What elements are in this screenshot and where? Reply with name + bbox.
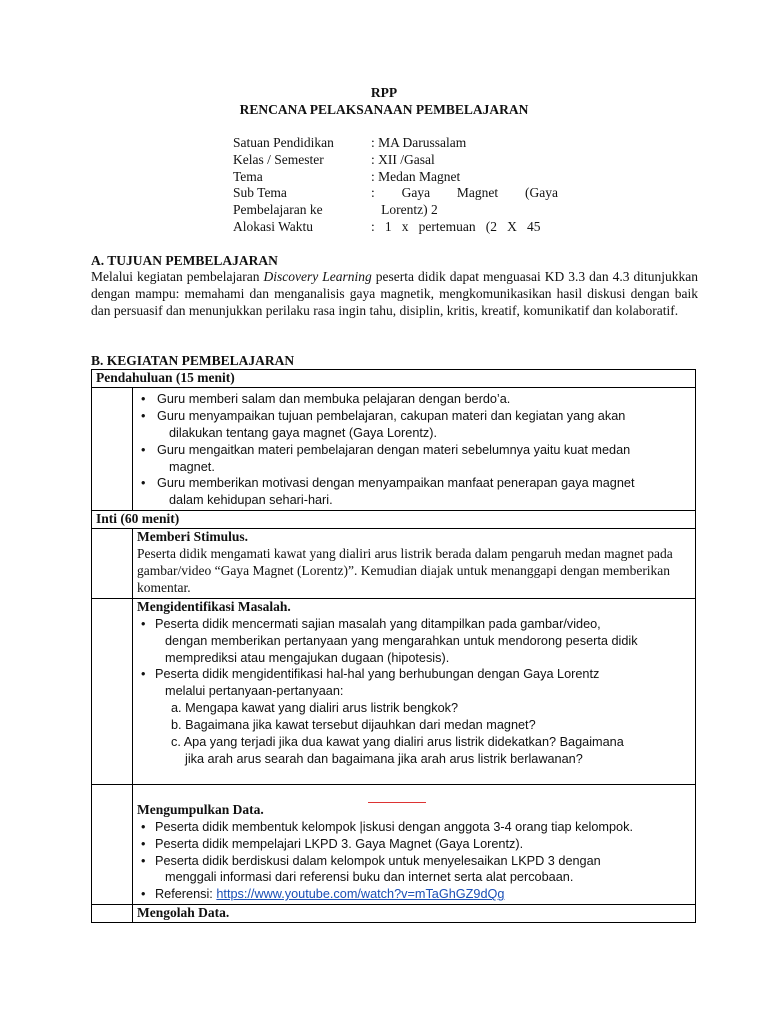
list-item-text: Peserta didik mencermati sajian masalah yang ditampilkan pada gambar/video, (155, 616, 601, 631)
table-cell (92, 387, 133, 510)
list-item (137, 408, 691, 442)
pengumpulan-title: Mengumpulkan Data. (137, 801, 264, 817)
list-item-text: dengan anggota 3-4 orang tiap kelompok. (394, 819, 633, 834)
info-value: : Medan Magnet (371, 168, 461, 184)
stimulus-title: Memberi Stimulus. (137, 529, 248, 545)
list-item-text: Guru memberikan motivasi dengan menyampaikan manfaat penerapan gaya magnet (157, 476, 635, 491)
pendahuluan-list (137, 391, 691, 509)
table-cell (92, 784, 133, 904)
list-item-text: Guru memberi salam dan membuka pelajaran dengan berdo’a. (157, 391, 511, 406)
doc-title-full: RENCANA PELAKSANAAN PEMBELAJARAN (239, 102, 529, 117)
bullet-icon: • (141, 667, 146, 682)
info-label: Tema (233, 168, 263, 184)
identifikasi-list (137, 616, 691, 701)
list-item (137, 853, 691, 887)
list-item (137, 616, 691, 667)
question-c: c. Apa yang terjadi jika dua kawat yang dialiri arus listrik didekatkan? Bagaimana (171, 735, 624, 750)
list-item-cont: melalui pertanyaan-pertanyaan: (165, 684, 344, 699)
pengumpulan-list (137, 819, 691, 904)
info-label: Pembelajaran ke (233, 202, 323, 218)
section-b-heading: B. KEGIATAN PEMBELAJARAN (91, 353, 295, 368)
list-item (137, 475, 691, 509)
list-item (137, 442, 691, 476)
list-item-cont: memprediksi atau mengajukan dugaan (hipotesis). (165, 650, 450, 665)
question-b: b. Bagaimana jika kawat tersebut dijauhkan dari medan magnet? (171, 718, 536, 733)
list-item-cont: magnet. (169, 459, 215, 474)
section-a-text-pre: Melalui kegiatan pembelajaran (91, 269, 264, 284)
list-item-text: Peserta didik mempelajari LKPD 3. Gaya Magnet (Gaya Lorentz). (155, 836, 524, 851)
bullet-icon: • (141, 887, 146, 902)
bullet-icon: • (141, 616, 146, 631)
list-item-text: Guru menyampaikan tujuan pembelajaran, cakupan materi dan kegiatan yang akan (157, 408, 626, 423)
table-row (92, 370, 696, 388)
info-value: : Gaya Magnet (Gaya (371, 185, 558, 201)
list-item-text: Peserta didik berdiskusi dalam kelompok untuk menyelesaikan LKPD 3 dengan (155, 853, 601, 868)
list-item (137, 819, 691, 836)
list-item-text: Guru mengaitkan materi pembelajaran dengan materi sebelumnya yaitu kuat medan (157, 442, 631, 457)
info-value: : 1 x pertemuan (2 X 45 (371, 218, 541, 234)
info-row (233, 152, 558, 169)
stimulus-cell (133, 529, 696, 599)
doc-title-rpp: RPP (370, 85, 398, 100)
bullet-icon: • (141, 408, 146, 423)
question-a: a. Mengapa kawat yang dialiri arus listrik bengkok? (171, 701, 459, 716)
info-value: : XII /Gasal (371, 151, 435, 167)
pendahuluan-list-cell (133, 387, 696, 510)
info-row (233, 219, 558, 236)
list-item-text: Peserta didik membentuk kelompok (155, 819, 360, 834)
pendahuluan-title: Pendahuluan (15 menit) (92, 370, 696, 388)
table-row (92, 598, 696, 784)
info-row (233, 185, 558, 202)
section-a-text-em: Discovery Learning (263, 269, 372, 284)
section-a-paragraph (91, 269, 698, 319)
table-row (92, 387, 696, 510)
identity-block (233, 135, 558, 236)
bullet-icon: • (141, 476, 146, 491)
info-row (233, 202, 558, 219)
reference-label: Referensi: (155, 887, 217, 902)
list-item-cont: dengan memberikan pertanyaan yang mengarahkan untuk mendorong peserta didik (165, 633, 638, 648)
list-item (137, 391, 691, 408)
bullet-icon: • (141, 853, 146, 868)
activities-table (91, 369, 696, 923)
info-label: Alokasi Waktu (233, 218, 314, 234)
info-label: Kelas / Semester (233, 151, 324, 167)
pengumpulan-body (137, 819, 691, 904)
stimulus-text: Peserta didik mengamati kawat yang dialiri arus listrik berada dalam pengaruh medan magnet pada gambar/video “Gaya Magnet (Lorentz)”. Kemudian diajak untuk menanggapi dengan memberikan komentar. (137, 546, 673, 595)
list-item-cont: dilakukan tentang gaya magnet (Gaya Lorentz). (169, 425, 438, 440)
section-a-heading: A. TUJUAN PEMBELAJARAN (91, 253, 278, 268)
identifikasi-cell (133, 598, 696, 784)
info-row (233, 135, 558, 152)
info-value: Lorentz) 2 (371, 202, 438, 218)
bullet-icon: • (141, 442, 146, 457)
identifikasi-body (137, 616, 691, 768)
table-cell (92, 905, 133, 923)
table-cell (92, 529, 133, 599)
table-row (92, 511, 696, 529)
list-item (137, 836, 691, 853)
info-value: : MA Darussalam (371, 135, 467, 150)
table-row (92, 529, 696, 599)
section-a-text-post: peserta didik dapat menguasai KD 3.3 dan 4.3 ditunjukkan dengan mampu: memahami dan menganalisis gaya magnetik, mengkomunikasikan hasil diskusi dengan baik dan persuasif dan menunjukkan perilaku rasa ingin tahu, disiplin, kritis, kreatif, komunikatif dan kolaboratif. (91, 269, 698, 318)
list-item (137, 666, 691, 700)
bullet-icon: • (141, 836, 146, 851)
info-label: Sub Tema (233, 185, 287, 201)
question-c-cont: jika arah arus searah dan bagaimana jika arah arus listrik berlawanan? (185, 751, 583, 766)
list-item-cont: dalam kehidupan sehari-hari. (169, 493, 333, 508)
table-cell (92, 598, 133, 784)
list-item-cont: menggali informasi dari referensi buku dan internet serta alat percobaan. (165, 870, 574, 885)
list-item (137, 886, 691, 903)
bullet-icon: • (141, 391, 146, 406)
info-row (233, 169, 558, 186)
list-item-text: Peserta didik mengidentifikasi hal-hal yang berhubungan dengan Gaya Lorentz (155, 667, 600, 682)
bullet-icon: • (141, 819, 146, 834)
pengolahan-title: Mengolah Data. (133, 905, 696, 923)
identifikasi-title: Mengidentifikasi Masalah. (137, 598, 291, 614)
info-label: Satuan Pendidikan (233, 135, 334, 150)
table-row (92, 905, 696, 923)
reference-link[interactable]: https://www.youtube.com/watch?v=mTaGhGZ9dQg (216, 887, 505, 902)
inti-title: Inti (60 menit) (92, 511, 696, 529)
spellcheck-underline (368, 802, 426, 803)
list-item-text-marked: |iskusi (359, 819, 395, 834)
